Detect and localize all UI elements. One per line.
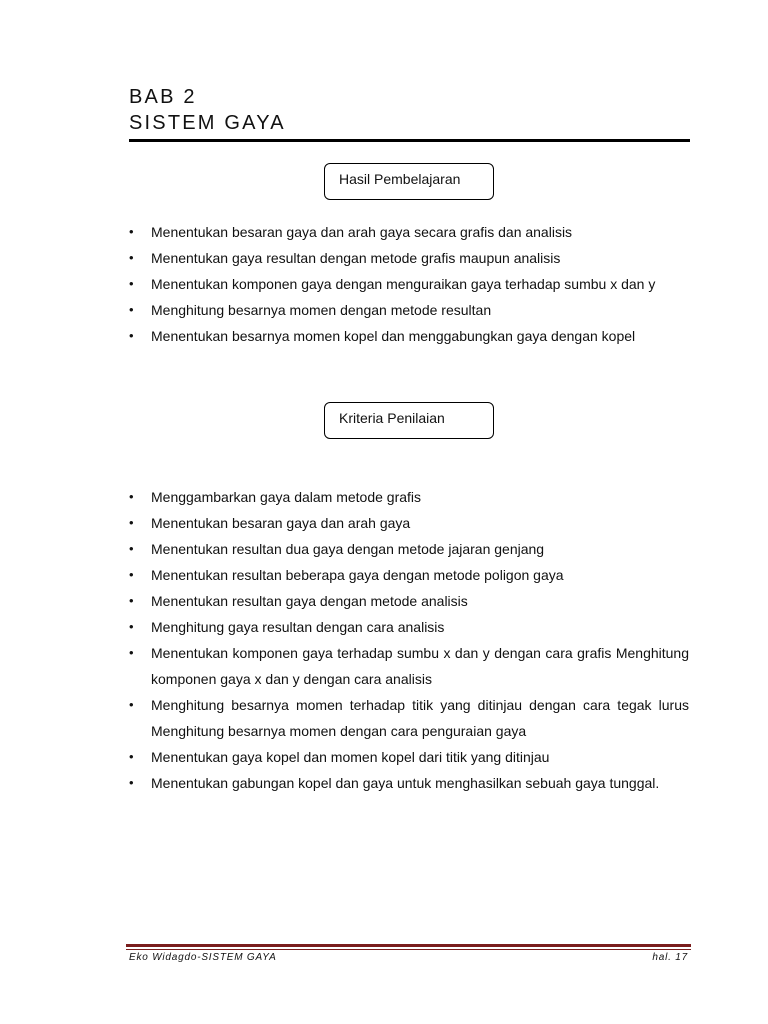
bullet-icon: • <box>129 749 134 764</box>
list-item: • Menghitung besarnya momen terhadap titik yang ditinjau dengan cara tegak lurus Menghitung besarnya momen dengan cara penguraian gaya <box>129 692 689 744</box>
chapter-name: SISTEM GAYA <box>129 112 286 134</box>
list-item: • Menentukan besarnya momen kopel dan menggabungkan gaya dengan kopel <box>129 323 689 349</box>
bullet-icon: • <box>129 697 134 712</box>
bullet-icon: • <box>129 775 134 790</box>
list-item: • Menentukan gabungan kopel dan gaya untuk menghasilkan sebuah gaya tunggal. <box>129 770 689 796</box>
chapter-title <box>129 84 286 136</box>
list-item: • Menentukan resultan gaya dengan metode analisis <box>129 588 689 614</box>
learning-outcomes-heading <box>324 163 494 200</box>
list-item: • Menentukan gaya resultan dengan metode grafis maupun analisis <box>129 245 689 271</box>
list-item: • Menghitung gaya resultan dengan cara analisis <box>129 614 689 640</box>
bullet-icon: • <box>129 515 134 530</box>
bullet-icon: • <box>129 302 134 317</box>
bullet-icon: • <box>129 489 134 504</box>
title-underline <box>129 139 690 142</box>
bullet-icon: • <box>129 541 134 556</box>
list-item: • Menentukan besaran gaya dan arah gaya secara grafis dan analisis <box>129 219 689 245</box>
bullet-icon: • <box>129 250 134 265</box>
assessment-criteria-list <box>129 484 689 796</box>
chapter-number: BAB 2 <box>129 86 197 108</box>
assessment-criteria-label: Kriteria Penilaian <box>339 410 445 426</box>
list-item: • Menentukan resultan beberapa gaya dengan metode poligon gaya <box>129 562 689 588</box>
list-item: • Menentukan komponen gaya dengan menguraikan gaya terhadap sumbu x dan y <box>129 271 689 297</box>
bullet-icon: • <box>129 224 134 239</box>
bullet-icon: • <box>129 328 134 343</box>
list-item: • Menentukan gaya kopel dan momen kopel dari titik yang ditinjau <box>129 744 689 770</box>
bullet-icon: • <box>129 619 134 634</box>
list-item: • Menentukan resultan dua gaya dengan metode jajaran genjang <box>129 536 689 562</box>
footer-rule-thin <box>126 949 691 950</box>
page-number: hal. 17 <box>652 952 688 963</box>
list-item: • Menentukan besaran gaya dan arah gaya <box>129 510 689 536</box>
assessment-criteria-heading <box>324 402 494 439</box>
footer-author-title: Eko Widagdo-SISTEM GAYA <box>129 952 277 963</box>
list-item: • Menghitung besarnya momen dengan metode resultan <box>129 297 689 323</box>
bullet-icon: • <box>129 276 134 291</box>
bullet-icon: • <box>129 593 134 608</box>
footer-rule <box>126 944 691 947</box>
bullet-icon: • <box>129 645 134 660</box>
learning-outcomes-list <box>129 219 689 349</box>
list-item: • Menggambarkan gaya dalam metode grafis <box>129 484 689 510</box>
learning-outcomes-label: Hasil Pembelajaran <box>339 171 461 187</box>
list-item: • Menentukan komponen gaya terhadap sumbu x dan y dengan cara grafis Menghitung komponen gaya x dan y dengan cara analisis <box>129 640 689 692</box>
bullet-icon: • <box>129 567 134 582</box>
